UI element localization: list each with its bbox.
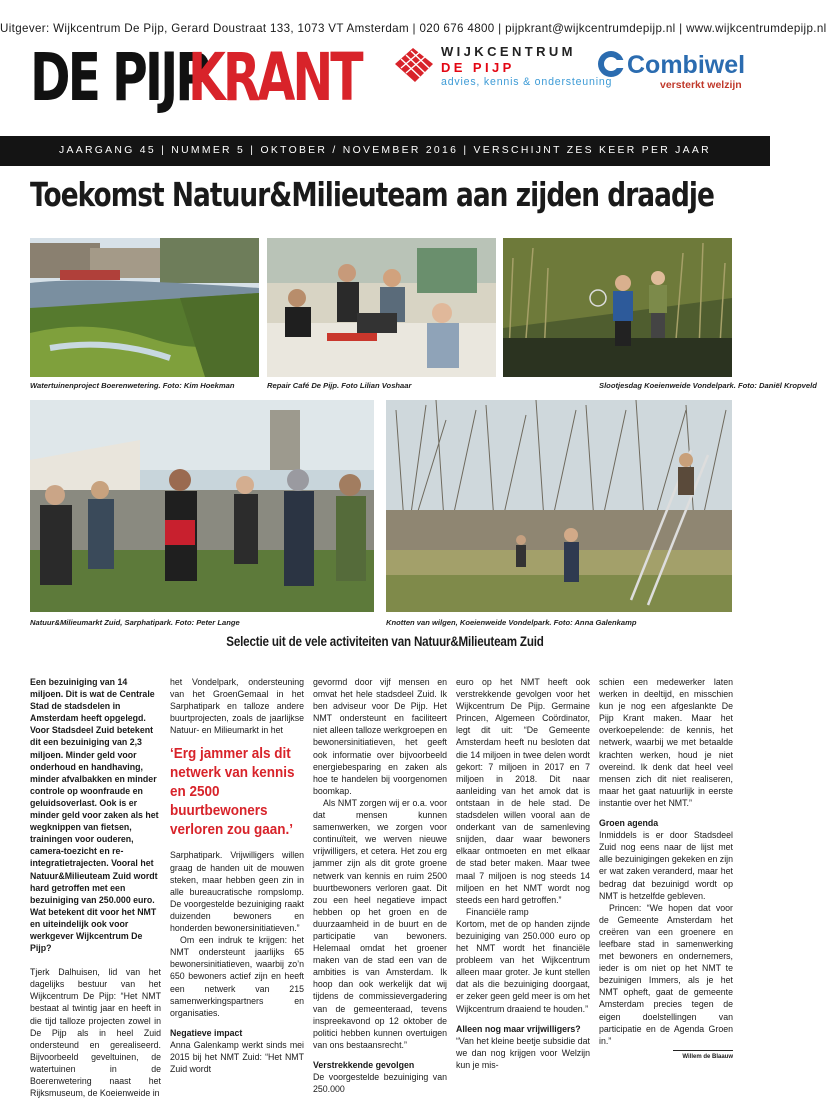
article-lead: Een bezuiniging van 14 miljoen. Dit is wat de Centrale Stad de stadsdelen in Amsterdam heeft opgelegd. Voor Stadsdeel Zuid betekent dit een bezuiniging van 2,3 miljoen. Minder geld voor onderhoud en handhaving, minder afvalbakken en minder controle op woonfraude en geluidsoverlast. Ook is er minder geld voor zaken als het wegknippen van fietsen, trainingen voor ouderen, camera-toezicht en re-integratietrajecten. Vooral het Natuur&Milieuteam Zuid wordt hard getroffen met een bezuiniging van 250.000 euro. Wat betekent dit voor het NMT en uiteindelijk ook voor werkgever Wijkcentrum De Pijp? — [30, 677, 159, 954]
column-1 — [30, 676, 161, 1099]
article-headline: Toekomst Natuur&Milieuteam aan zijden draadje — [30, 175, 714, 214]
column-4 — [456, 676, 590, 1071]
column-5 — [599, 676, 733, 1063]
subhead-groen-agenda: Groen agenda — [599, 818, 659, 829]
column-2-paragraph-3: Om een indruk te krijgen: het NMT ondersteunt jaarlijks 65 bewonersinitiatieven, waarbij zo’n 650 bewoners actief zijn en heeft een netwerk van 215 samenwerkingspartners en organisaties. — [170, 935, 304, 1018]
column-4-paragraph-4: “Van het kleine beetje subsidie dat we dan nog krijgen voor Welzijn kun je mis- — [456, 1035, 590, 1070]
issue-band-text: JAARGANG 45 | NUMMER 5 | OKTOBER / NOVEMBER 2016 | VERSCHIJNT ZES KEER PER JAAR — [59, 145, 711, 156]
wijkcentrum-tagline: advies, kennis & ondersteuning — [441, 76, 613, 88]
wijkcentrum-name: WIJKCENTRUM — [441, 44, 576, 59]
photo-repair-cafe — [267, 238, 496, 377]
photo-natuur-milieumarkt — [30, 400, 374, 612]
publisher-line: Uitgever: Wijkcentrum De Pijp, Gerard Doustraat 133, 1073 VT Amsterdam | 020 676 4800 | pijpkrant@wijkcentrumdepijp.nl | www.wijkcentrumdepijp.nl — [0, 22, 827, 35]
wijkcentrum-subname: DE PIJP — [441, 60, 515, 75]
column-2-paragraph-4: Anna Galenkamp werkt sinds mei 2015 bij het NMT Zuid: “Het NMT Zuid wordt — [170, 1039, 304, 1075]
column-4-paragraph-3: Kortom, met de op handen zijnde bezuiniging van 250.000 euro op het NMT wordt het financiële probleem van het Wijkcentrum alleen maar groter. Je kunt stellen dat als die bezuiniging doorgaat, er zeker geen geld meer is om het Wijkcentrum draaiend te houden.” — [456, 918, 590, 1014]
combiwel-logo — [597, 46, 746, 82]
column-3-paragraph-2: Als NMT zorgen wij er o.a. voor dat mensen kunnen samenwerken, we zorgen voor continuïteit, we werven nieuwe vrijwilligers, et cetera. Het zou erg jammer zijn als dit grote groene netwerk van kennis en ruim 2500 buurtbewoners verloren gaat. Dit zou een heel negatieve impact hebben op het groen en de duurzaamheid in de buurt en de participatie van bewoners. Helemaal omdat het groener maken van de stad een van de ambities is van Amsterdam. Ik hoop dan ook werkelijk dat wij tijdens de commissievergadering van de gemeenteraad, tevens inspreekavond op 12 oktober de politici hebben kunnen overtuigen van ons bestaansrecht.” — [313, 797, 447, 1050]
photo-knotten-wilgen — [386, 400, 732, 612]
photo-slootjesdag — [503, 238, 732, 377]
photo-watertuinen — [30, 238, 259, 377]
caption-5: Knotten van wilgen, Koeienweide Vondelpark. Foto: Anna Galenkamp — [386, 618, 637, 627]
caption-2: Repair Café De Pijp. Foto Lilian Voshaar — [267, 381, 412, 390]
column-3-paragraph-1: gevormd door vijf mensen en omvat het hele stadsdeel Zuid. Ik ben adviseur voor De Pijp. Het NMT ondersteunt en faciliteert niet alleen talloze werkgroepen en bewonersinitiatieven, het geeft ook informatie over bijvoorbeeld energiebesparing en zaken als hoe te handelen bij voorgenomen boomkap. — [313, 677, 447, 796]
column-2-paragraph-1: het Vondelpark, ondersteuning van het GroenGemaal in het Sarphatipark en talloze andere buurtprojecten, zoals de jaarlijkse Natuur- en Milieumarkt in het — [170, 677, 304, 736]
column-4-paragraph-1: euro op het NMT heeft ook verstrekkende gevolgen voor het Wijkcentrum De Pijp. Germaine Princen, Algemeen Coördinator, legt dit uit: “De Gemeente Amsterdam heeft nu besloten dat die 14 miljoen in twee delen wordt gekort: 7 miljoen in 2017 en 7 miljoen in 2018. Dit naar aanleiding van het amok dat is ontstaan in de hele stad. De stadsdelen willen vooral aan de onderkant van de samenleving snijden, daar waar bewoners elkaar ontmoeten en met elkaar de stad beter maken. Maar twee maal 7 miljoen is nog steeds 14 miljoen en het NMT wordt nog steeds een hard getroffen.” — [456, 677, 590, 905]
column-3-paragraph-3: De voorgestelde bezuiniging van 250.000 — [313, 1072, 447, 1095]
subhead-negatieve-impact: Negatieve impact — [170, 1027, 243, 1038]
combiwel-tagline: versterkt welzijn — [660, 79, 742, 91]
column-3 — [313, 676, 447, 1095]
column-5-paragraph-1: schien een medewerker laten werken in deeltijd, en misschien kun je nog een afgeslankte De Pijp Krant maken. Maar het overkoepelende: de kennis, het netwerk, waarbij we met betaalde krachten werken, houd je niet overeind. Ik denk dat heel veel mensen zich dit niet realiseren, maar het gaat natuurlijk in eerste instantie over het NMT.” — [599, 677, 733, 808]
column-1-paragraph: Tjerk Dalhuisen, lid van het dagelijks bestuur van het Wijkcentrum De Pijp: “Het NMT bestaat al twintig jaar en heeft in die tijd talloze projecten zowel in De Pijp als in heel Zuid ondersteund en gerealiseerd. Bijvoorbeeld geveltuinen, de watertuinen in de Boerenwetering naast het Rijksmuseum, de Koeienweide in — [30, 967, 161, 1099]
logo-de-pijp: DE PIJP — [30, 39, 209, 116]
author-signature: Willem de Blaauw — [673, 1050, 733, 1063]
column-5-paragraph-3: Princen: “We hopen dat voor de Gemeente Amsterdam het creëren van een groenere en leefbare stad in samenwerking met bewoners en ondernemers, ieder is om niet op het NMT te bezuinigen Immers, als je het NMT opheft, gaat de gemeente Amsterdam precies tegen de eigen doelstellingen van participatie en de Agenda Groen in.” — [599, 902, 733, 1046]
combiwel-name: Combiwel — [627, 51, 746, 79]
column-5-paragraph-2: Inmiddels is er door Stadsdeel Zuid nog eens naar de lijst met alle bezuinigingen gekeken en zijn er wat zaken veranderd, maar het bedrag dat bezuinigd wordt op NMT is hetzelfde gebleven. — [599, 830, 734, 901]
caption-1: Watertuinenproject Boerenwetering. Foto: Kim Hoekman — [30, 381, 235, 390]
subhead-vrijwilligers: Alleen nog maar vrijwilligers? — [456, 1023, 581, 1034]
caption-4: Natuur&Milieumarkt Zuid, Sarphatipark. Foto: Peter Lange — [30, 618, 240, 627]
article-subheading: Selectie uit de vele activiteiten van Natuur&Milieuteam Zuid — [226, 634, 544, 649]
column-2-paragraph-2: Sarphatipark. Vrijwilligers willen graag de handen uit de mouwen steken, maar hebben geen zin in alle bureaucratische rompslomp. De voorgestelde bezuiniging raakt duizenden bewoners en honderden bewonersinitiatieven.” — [170, 850, 304, 934]
pull-quote: ‘Erg jammer als dit netwerk van kennis en 2500 buurtbewoners verloren zou gaan.’ — [170, 745, 295, 839]
column-2 — [170, 676, 304, 1075]
subhead-verstrekkende-gevolgen: Verstrekkende gevolgen — [313, 1059, 415, 1070]
logo-krant: KRANT — [188, 39, 361, 116]
wijkcentrum-logo-icon — [393, 46, 435, 86]
column-4-paragraph-2: Financiële ramp — [466, 906, 529, 917]
caption-3: Slootjesdag Koeienweide Vondelpark. Foto: Daniël Kropveld — [599, 381, 817, 390]
